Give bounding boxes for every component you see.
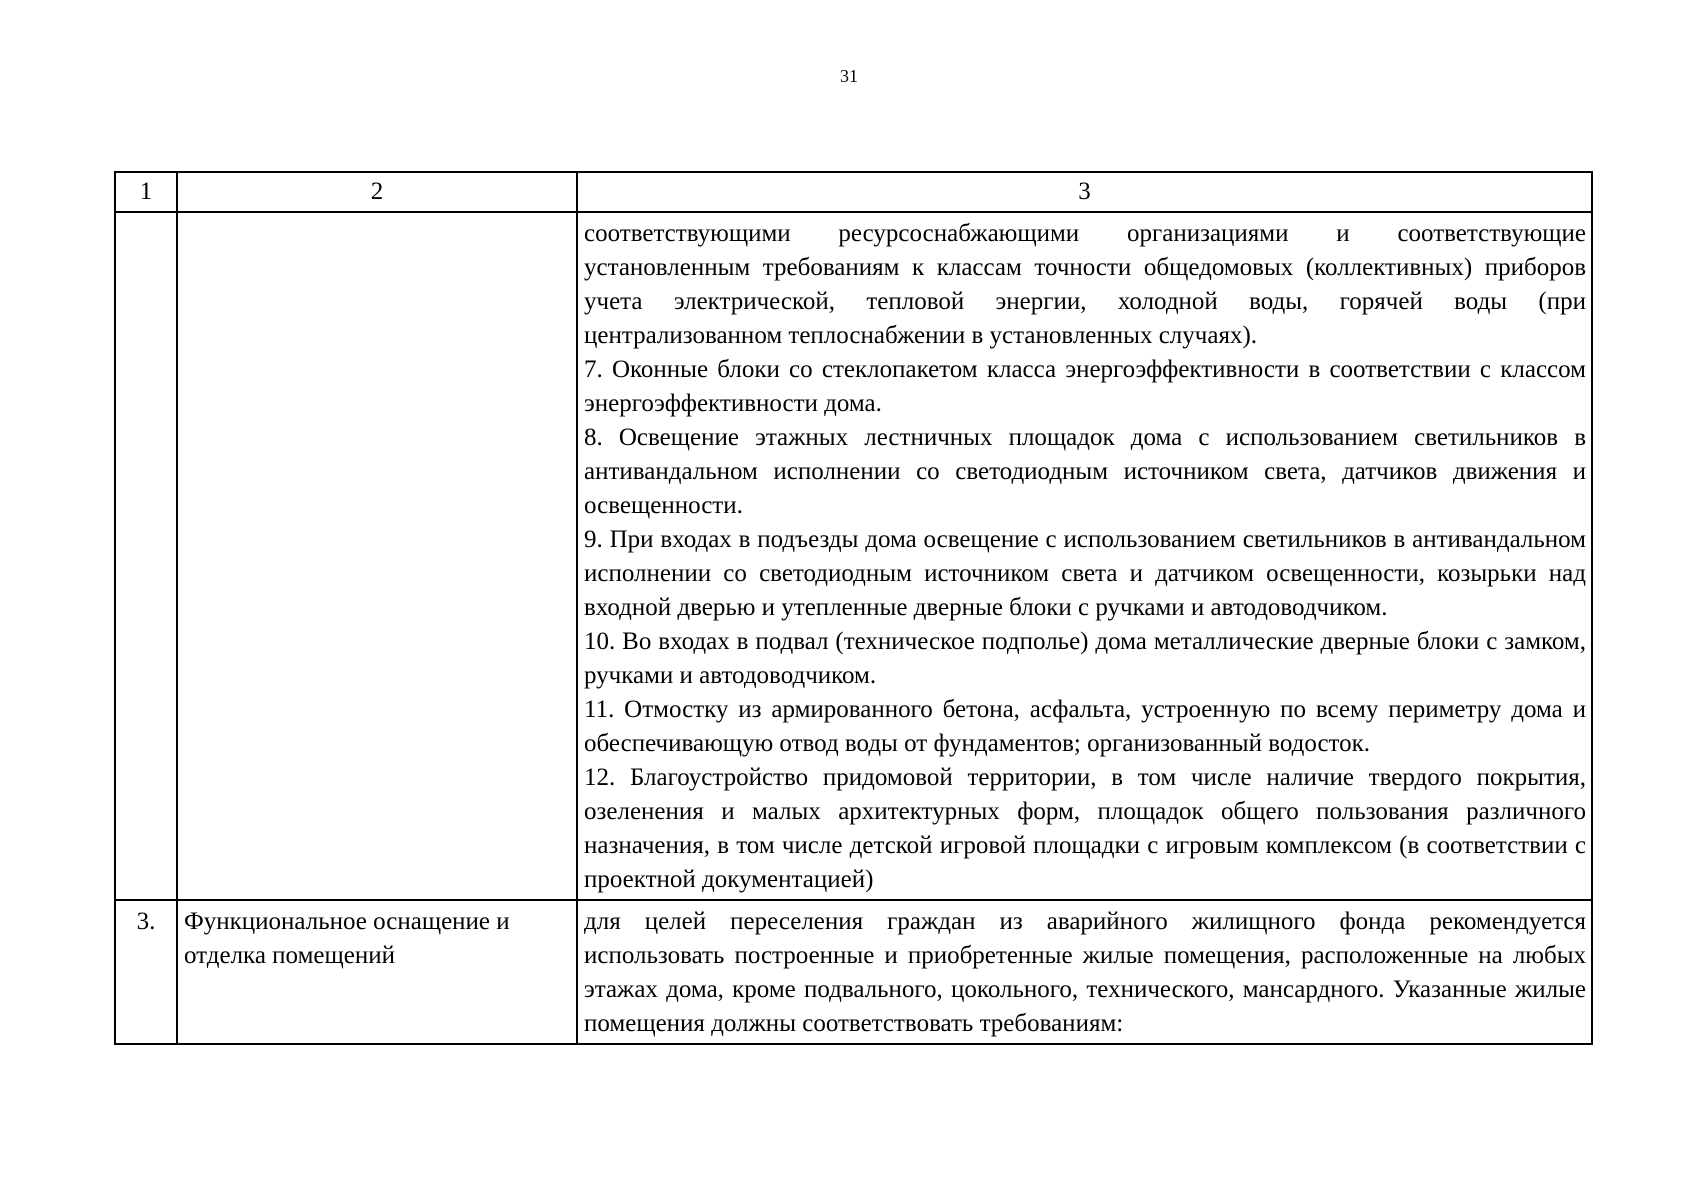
paragraph: 7. Оконные блоки со стеклопакетом класса энергоэффективности в соответствии с классом энергоэффективности дома. [584, 356, 1586, 417]
table-row [115, 900, 1592, 1044]
row-number: 3. [115, 900, 177, 1044]
requirements-table [114, 171, 1593, 1045]
column-header-1: 1 [115, 172, 177, 212]
table-row [115, 212, 1592, 900]
column-header-3: 3 [577, 172, 1592, 212]
row-number [115, 212, 177, 900]
paragraph: 12. Благоустройство придомовой территории, в том числе наличие твердого покрытия, озеленения и малых архитектурных форм, площадок общего пользования различного назначения, в том числе детской игровой площадки с игровым комплексом (в соответствии с проектной документацией) [584, 764, 1586, 893]
row-description [577, 900, 1592, 1044]
row-title: Функциональное оснащение и отделка помещений [177, 900, 577, 1044]
row-description [577, 212, 1592, 900]
row-title [177, 212, 577, 900]
paragraph: соответствующими ресурсоснабжающими организациями и соответствующие установленным требованиям к классам точности общедомовых (коллективных) приборов учета электрической, тепловой энергии, холодной воды, горячей воды (при централизованном теплоснабжении в установленных случаях). [584, 220, 1586, 349]
paragraph: 9. При входах в подъезды дома освещение с использованием светильников в антивандальном исполнении со светодиодным источником света и датчиком освещенности, козырьки над входной дверью и утепленные дверные блоки с ручками и автодоводчиком. [584, 526, 1586, 621]
paragraph: для целей переселения граждан из аварийного жилищного фонда рекомендуется использовать построенные и приобретенные жилые помещения, расположенные на любых этажах дома, кроме подвального, цокольного, технического, мансардного. Указанные жилые помещения должны соответствовать требованиям: [584, 908, 1586, 1037]
paragraph: 10. Во входах в подвал (техническое подполье) дома металлические дверные блоки с замком, ручками и автодоводчиком. [584, 628, 1586, 689]
paragraph: 8. Освещение этажных лестничных площадок дома с использованием светильников в антивандальном исполнении со светодиодным источником света, датчиков движения и освещенности. [584, 424, 1586, 519]
paragraph: 11. Отмостку из армированного бетона, асфальта, устроенную по всему периметру дома и обеспечивающую отвод воды от фундаментов; организованный водосток. [584, 696, 1586, 757]
column-header-2: 2 [177, 172, 577, 212]
table-header-row [115, 172, 1592, 212]
page-number: 31 [840, 66, 858, 86]
